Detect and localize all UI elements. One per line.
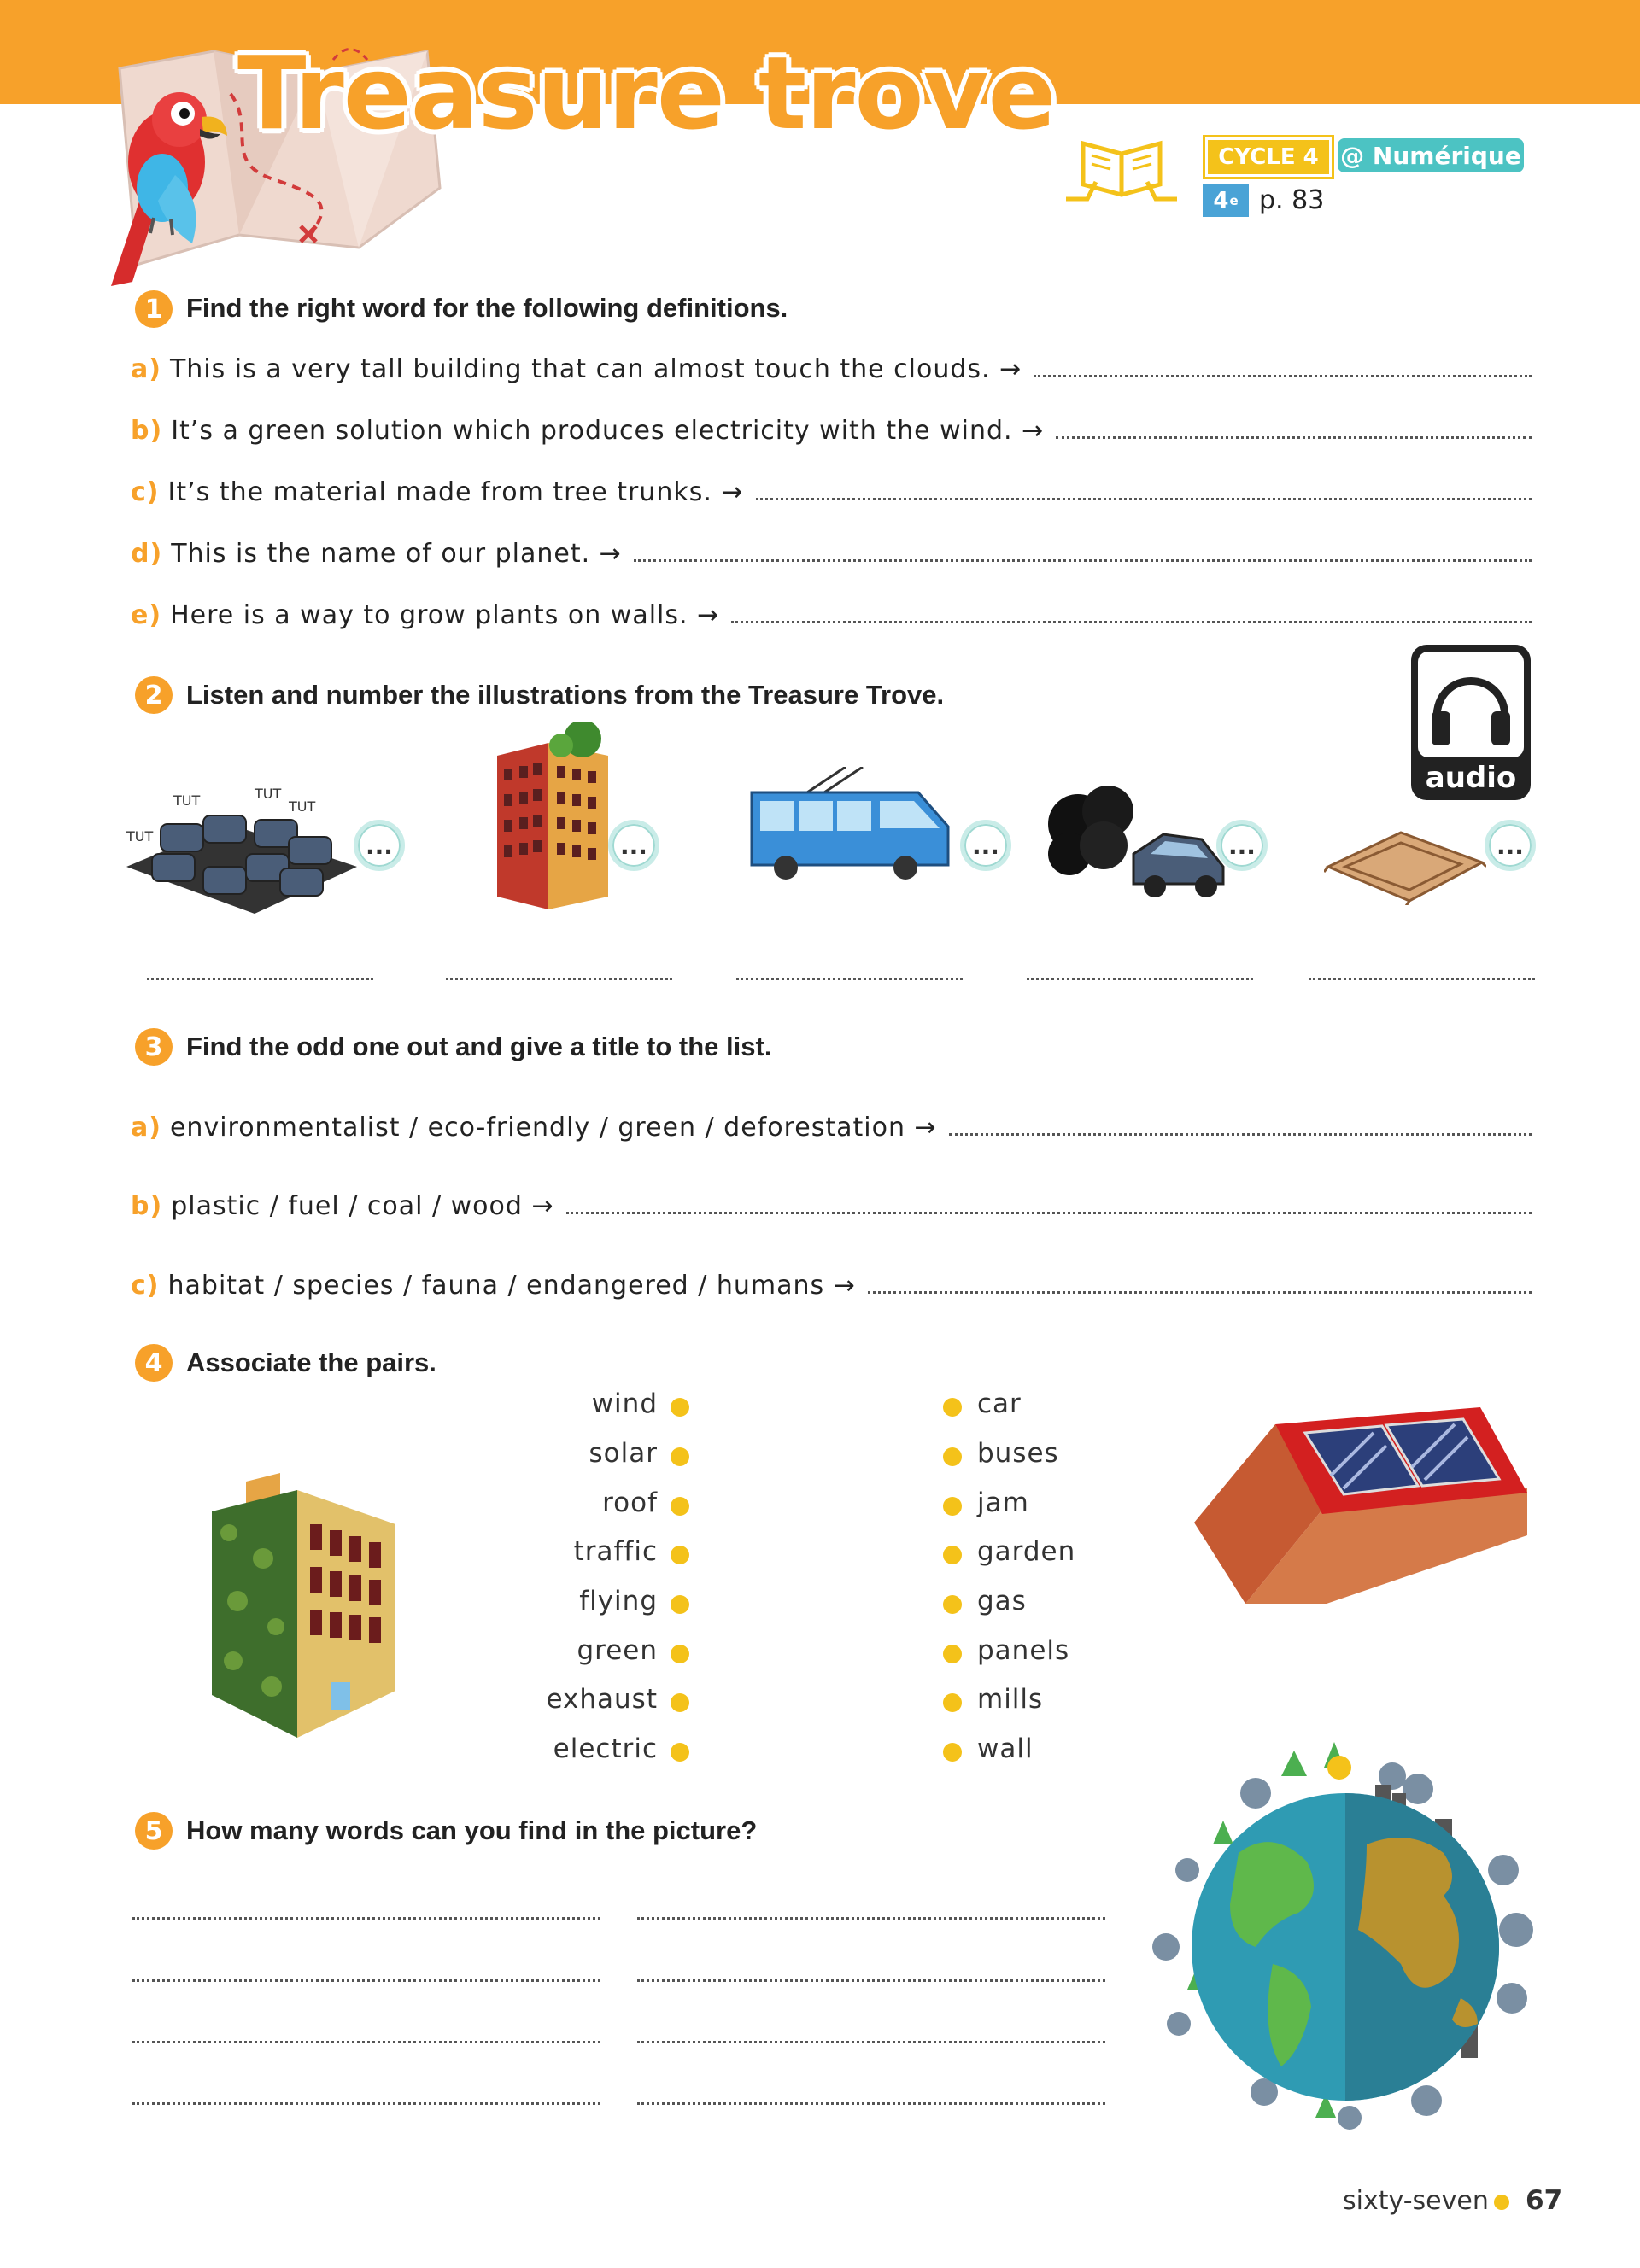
item-text: This is the name of our planet. →: [171, 539, 622, 569]
pair-left-electric: electric: [553, 1733, 658, 1764]
item-text: It’s a green solution which produces electricity with the wind. →: [171, 416, 1045, 446]
traffic-jam-illustration: [126, 773, 357, 914]
solar-panel-roof-illustration: [1194, 1407, 1527, 1604]
pair-dot-right[interactable]: [943, 1447, 962, 1466]
earth-ecology-illustration: [1136, 1742, 1555, 2135]
ex2-answer-line-2[interactable]: [446, 978, 672, 980]
item-label: d): [131, 539, 163, 569]
item-text: habitat / species / fauna / endangered / humans →: [167, 1271, 856, 1301]
footer-page-word: sixty-seven: [1343, 2186, 1489, 2216]
pair-left-exhaust: exhaust: [546, 1684, 658, 1715]
exercise-2-title: Listen and number the illustrations from the Treasure Trove.: [186, 680, 945, 710]
pair-dot-left[interactable]: [671, 1645, 689, 1663]
page-title: Treasure trove: [237, 34, 1056, 152]
pair-dot-left[interactable]: [671, 1398, 689, 1417]
pair-right-mills: mills: [977, 1684, 1044, 1715]
item-label: a): [131, 1113, 161, 1143]
pair-left-roof: roof: [602, 1488, 658, 1518]
green-roof-building-illustration: [489, 722, 617, 918]
electric-bus-illustration: [747, 767, 952, 891]
answer-line[interactable]: [1034, 375, 1532, 377]
number-bubble-3[interactable]: ...: [960, 820, 1011, 871]
pair-dot-right[interactable]: [943, 1645, 962, 1663]
item-text: plastic / fuel / coal / wood →: [171, 1191, 554, 1221]
answer-line[interactable]: [1056, 436, 1532, 439]
ex1-item-e: [131, 600, 1532, 630]
item-text: Here is a way to grow plants on walls. →: [170, 600, 720, 630]
pair-right-garden: garden: [977, 1536, 1076, 1567]
ex5-answer-line[interactable]: [637, 2041, 1105, 2043]
pair-dot-right[interactable]: [943, 1546, 962, 1564]
exercise-3-title: Find the odd one out and give a title to the list.: [186, 1032, 772, 1061]
ex3-item-c: [131, 1271, 1532, 1301]
ex5-answer-line[interactable]: [637, 1979, 1105, 1982]
ex1-item-b: [131, 416, 1532, 446]
ex5-answer-line[interactable]: [132, 1917, 600, 1920]
ex2-answer-line-4[interactable]: [1027, 978, 1253, 980]
footer-dot: [1494, 2195, 1509, 2210]
item-text: This is a very tall building that can almost touch the clouds. →: [169, 354, 1022, 384]
number-bubble-1[interactable]: ...: [354, 820, 405, 871]
pair-dot-right[interactable]: [943, 1595, 962, 1614]
pair-dot-left[interactable]: [671, 1595, 689, 1614]
number-bubble-2[interactable]: ...: [608, 820, 659, 871]
item-label: b): [131, 1191, 163, 1221]
exercise-2-number: 2: [135, 676, 173, 714]
ex5-answer-line[interactable]: [132, 1979, 600, 1982]
item-label: a): [131, 354, 161, 384]
audio-button[interactable]: [1411, 645, 1531, 800]
svg-text:TUT: TUT: [289, 798, 316, 815]
audio-icon-frame: [1418, 652, 1524, 757]
ex2-answer-line-1[interactable]: [147, 978, 373, 980]
pair-right-gas: gas: [977, 1586, 1027, 1616]
green-wall-building-illustration: [195, 1464, 400, 1746]
svg-text:TUT: TUT: [126, 828, 154, 845]
numerique-badge[interactable]: @ Numérique: [1338, 138, 1524, 172]
headphones-icon: [1418, 652, 1524, 757]
audio-label: audio: [1425, 761, 1517, 795]
item-label: e): [131, 600, 162, 630]
item-text: environmentalist / eco-friendly / green / deforestation →: [169, 1113, 937, 1143]
grade-suffix: e: [1229, 193, 1239, 208]
page-reference: p. 83: [1259, 185, 1325, 215]
pair-dot-left[interactable]: [671, 1497, 689, 1516]
number-bubble-5[interactable]: ...: [1485, 820, 1536, 871]
svg-text:TUT: TUT: [255, 786, 282, 802]
ex3-item-a: [131, 1113, 1532, 1143]
ex5-answer-line[interactable]: [637, 1917, 1105, 1920]
pair-left-traffic: traffic: [573, 1536, 658, 1567]
pair-dot-right[interactable]: [943, 1743, 962, 1762]
answer-line[interactable]: [756, 498, 1532, 500]
answer-line[interactable]: [634, 559, 1532, 562]
item-text: It’s the material made from tree trunks. →: [167, 477, 744, 507]
pair-left-green: green: [577, 1635, 658, 1666]
pair-dot-left[interactable]: [671, 1693, 689, 1712]
pair-right-jam: jam: [977, 1488, 1029, 1518]
parrot-icon: [94, 81, 239, 295]
cycle-badge: CYCLE 4: [1203, 135, 1334, 179]
pair-dot-left[interactable]: [671, 1743, 689, 1762]
pair-dot-left[interactable]: [671, 1447, 689, 1466]
exercise-5-number: 5: [135, 1812, 173, 1850]
ex1-item-d: [131, 539, 1532, 569]
footer-page-number: 67: [1526, 2185, 1563, 2216]
item-label: b): [131, 416, 163, 446]
number-bubble-4[interactable]: ...: [1216, 820, 1268, 871]
flying-carpet-illustration: [1324, 820, 1486, 905]
exercise-5-title: How many words can you find in the picture?: [186, 1815, 758, 1845]
ex1-item-a: [131, 354, 1532, 384]
answer-line[interactable]: [868, 1291, 1532, 1294]
pair-left-wind: wind: [591, 1388, 658, 1419]
exercise-1-title: Find the right word for the following definitions.: [186, 293, 788, 323]
item-label: c): [131, 477, 160, 507]
ex5-answer-line[interactable]: [637, 2102, 1105, 2105]
pair-dot-right[interactable]: [943, 1398, 962, 1417]
pair-dot-right[interactable]: [943, 1497, 962, 1516]
answer-line[interactable]: [949, 1133, 1532, 1136]
exercise-3-number: 3: [135, 1028, 173, 1066]
pair-left-flying: flying: [579, 1586, 658, 1616]
svg-text:TUT: TUT: [173, 792, 201, 809]
pair-dot-left[interactable]: [671, 1546, 689, 1564]
pair-right-panels: panels: [977, 1635, 1070, 1666]
reading-book-icon: [1057, 135, 1186, 205]
grade-number: 4: [1213, 188, 1229, 213]
grade-badge: [1203, 184, 1249, 217]
ex2-answer-line-5[interactable]: [1309, 978, 1535, 980]
pair-right-buses: buses: [977, 1438, 1059, 1469]
pair-right-car: car: [977, 1388, 1022, 1419]
ex5-answer-line[interactable]: [132, 2041, 600, 2043]
exhaust-gas-car-illustration: [1044, 773, 1227, 909]
answer-line[interactable]: [731, 621, 1532, 623]
pair-left-solar: solar: [589, 1438, 658, 1469]
ex1-item-c: [131, 477, 1532, 507]
exercise-1-number: 1: [135, 290, 173, 328]
exercise-4-number: 4: [135, 1344, 173, 1382]
answer-line[interactable]: [566, 1212, 1532, 1214]
ex2-answer-line-3[interactable]: [736, 978, 963, 980]
pair-right-wall: wall: [977, 1733, 1034, 1764]
pair-dot-right[interactable]: [943, 1693, 962, 1712]
ex3-item-b: [131, 1191, 1532, 1221]
item-label: c): [131, 1271, 160, 1301]
exercise-4-title: Associate the pairs.: [186, 1347, 436, 1377]
ex5-answer-line[interactable]: [132, 2102, 600, 2105]
